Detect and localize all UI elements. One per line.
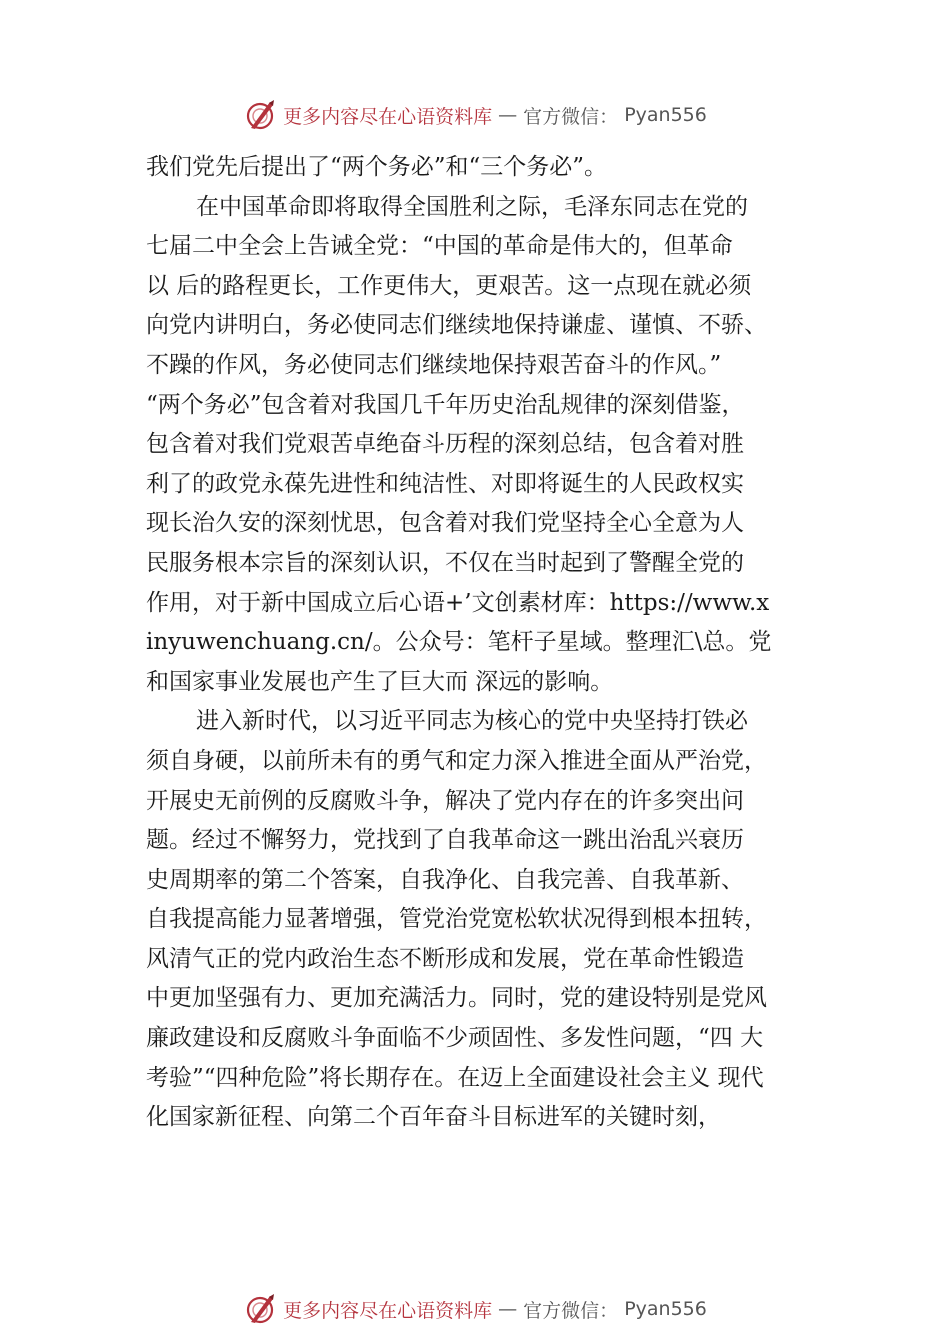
text-line: 向党内讲明白，务必使同志们继续地保持谦虚、谨慎、不骄、 [146,312,767,339]
text-line: 考验”“四种危险”将长期存在。在迈上全面建设社会主义 现代 [146,1064,764,1091]
text-line: 利了的政党永葆先进性和纯洁性、对即将诞生的人民政权实 [146,470,744,497]
text-line: 廉政建设和反腐败斗争面临不少顽固性、多发性问题，“四 大 [146,1025,764,1052]
text-line: 七届二中全会上告诫全党：“中国的革命是伟大的，但革命 [146,233,733,260]
text-line: 开展史无前例的反腐败斗争，解决了党内存在的许多突出问 [146,787,744,814]
document-body [146,148,836,1138]
text-line: 题。经过不懈努力，党找到了自我革命这一跳出治乱兴衰历 [146,827,744,854]
text-line: “两个务必”包含着对我国几千年历史治乱规律的深刻借鉴， [146,391,745,418]
wechat-label: 官方微信： [523,1299,619,1322]
text-line: 以 后的路程更长，工作更伟大，更艰苦。这一点现在就必须 [146,272,752,299]
text-line: 中更加坚强有力、更加充满活力。同时，党的建设特别是党风 [146,985,767,1012]
banner-separator: — [498,1298,518,1320]
text-line: 不躁的作风，务必使同志们继续地保持艰苦奋斗的作风。” [146,351,722,378]
banner-text: 更多内容尽在心语资料库 [283,1299,493,1322]
banner-text: 更多内容尽在心语资料库 [283,105,493,128]
text-line: 我们党先后提出了“两个务必”和“三个务必”。 [146,154,608,180]
text-line: 自我提高能力显著增强，管党治党宽松软状况得到根本扭转， [146,906,767,933]
text-line: 风清气正的党内政治生态不断形成和发展，党在革命性锻造 [146,945,744,972]
text-line: 现长治久安的深刻忧思，包含着对我们党坚持全心全意为人 [146,510,744,537]
header-banner [0,95,950,135]
footer-banner [0,1289,950,1329]
wechat-label: 官方微信： [523,105,619,128]
text-line: 和国家事业发展也产生了巨大而 深远的影响。 [146,668,614,695]
text-line: 化国家新征程、向第二个百年奋斗目标进军的关键时刻， [146,1104,721,1131]
text-line: 民服务根本宗旨的深刻认识，不仅在当时起到了警醒全党的 [146,549,744,576]
wechat-id: Pyan556 [624,104,707,126]
banner-separator: — [498,104,518,126]
quill-logo-icon [243,1292,277,1326]
text-line: 史周期率的第二个答案，自我净化、自我完善、自我革新、 [146,866,744,893]
text-line: 进入新时代，以习近平同志为核心的党中央坚持打铁必 [196,708,748,735]
text-line: 作用，对于新中国成立后心语+’文创素材库：https://www.x [146,589,770,616]
wechat-id: Pyan556 [624,1298,707,1320]
text-line: 包含着对我们党艰苦卓绝奋斗历程的深刻总结，包含着对胜 [146,431,744,458]
text-line: inyuwenchuang.cn/。公众号：笔杆子星域。整理汇\总。党 [146,629,772,656]
quill-logo-icon [243,98,277,132]
text-line: 须自身硬，以前所未有的勇气和定力深入推进全面从严治党， [146,747,767,774]
text-line: 在中国革命即将取得全国胜利之际，毛泽东同志在党的 [196,193,748,220]
